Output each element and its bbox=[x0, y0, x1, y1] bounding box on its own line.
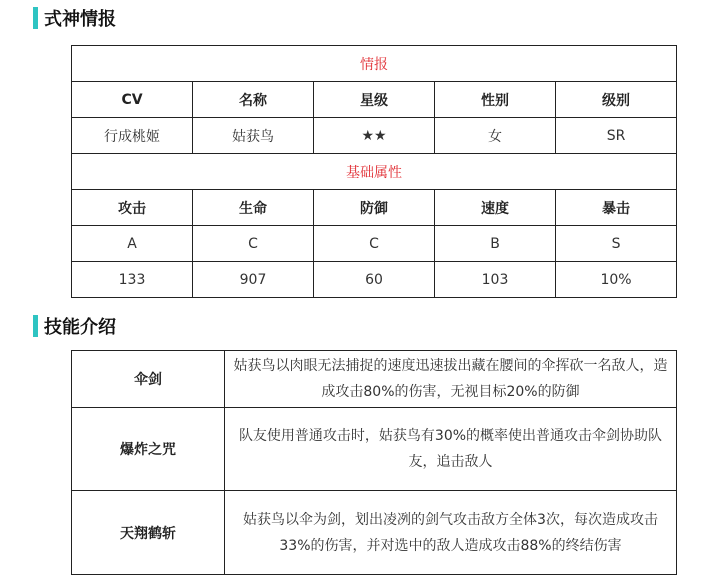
header-cell: 攻击 bbox=[72, 190, 193, 226]
header-cell: 速度 bbox=[435, 190, 556, 226]
skill-description: 姑获鸟以伞为剑，划出凌冽的剑气攻击敌方全体3次，每次造成攻击33%的伤害，并对选中的敌人造成攻击88%的终结伤害 bbox=[225, 491, 677, 575]
skills-table bbox=[71, 350, 677, 575]
skill-name: 伞剑 bbox=[72, 351, 225, 408]
table-row bbox=[72, 226, 677, 262]
table-row bbox=[72, 82, 677, 118]
header-cell: 暴击 bbox=[556, 190, 677, 226]
value-cell: 姑获鸟 bbox=[193, 118, 314, 154]
table-row bbox=[72, 118, 677, 154]
section-title-info: 情报 bbox=[72, 46, 677, 82]
header-cell: 生命 bbox=[193, 190, 314, 226]
number-cell: 133 bbox=[72, 262, 193, 298]
table-row bbox=[72, 351, 677, 408]
value-cell: SR bbox=[556, 118, 677, 154]
table-row bbox=[72, 262, 677, 298]
value-cell: 女 bbox=[435, 118, 556, 154]
header-cell: 性别 bbox=[435, 82, 556, 118]
table-row bbox=[72, 190, 677, 226]
header-cell: 级别 bbox=[556, 82, 677, 118]
skill-name: 爆炸之咒 bbox=[72, 408, 225, 491]
header-cell: CV bbox=[72, 82, 193, 118]
table-row bbox=[72, 46, 677, 82]
heading-accent-bar bbox=[33, 315, 38, 337]
info-table bbox=[71, 45, 677, 298]
table-row bbox=[72, 154, 677, 190]
header-cell: 名称 bbox=[193, 82, 314, 118]
number-cell: 60 bbox=[314, 262, 435, 298]
value-cell: 行成桃姬 bbox=[72, 118, 193, 154]
header-cell: 星级 bbox=[314, 82, 435, 118]
heading-accent-bar bbox=[33, 7, 38, 29]
skill-name: 天翔鹤斩 bbox=[72, 491, 225, 575]
skills-heading bbox=[33, 314, 116, 338]
table-row bbox=[72, 408, 677, 491]
number-cell: 907 bbox=[193, 262, 314, 298]
number-cell: 10% bbox=[556, 262, 677, 298]
grade-cell: A bbox=[72, 226, 193, 262]
shikigami-info-heading bbox=[33, 6, 116, 30]
header-cell: 防御 bbox=[314, 190, 435, 226]
grade-cell: S bbox=[556, 226, 677, 262]
number-cell: 103 bbox=[435, 262, 556, 298]
grade-cell: B bbox=[435, 226, 556, 262]
heading-text: 技能介绍 bbox=[44, 317, 116, 338]
skill-description: 姑获鸟以肉眼无法捕捉的速度迅速拔出藏在腰间的伞挥砍一名敌人，造成攻击80%的伤害，无视目标20%的防御 bbox=[225, 351, 677, 408]
section-title-attributes: 基础属性 bbox=[72, 154, 677, 190]
heading-text: 式神情报 bbox=[44, 9, 116, 30]
value-cell: ★★ bbox=[314, 118, 435, 154]
table-row bbox=[72, 491, 677, 575]
skill-description: 队友使用普通攻击时，姑获鸟有30%的概率使出普通攻击伞剑协助队友，追击敌人 bbox=[225, 408, 677, 491]
grade-cell: C bbox=[314, 226, 435, 262]
grade-cell: C bbox=[193, 226, 314, 262]
